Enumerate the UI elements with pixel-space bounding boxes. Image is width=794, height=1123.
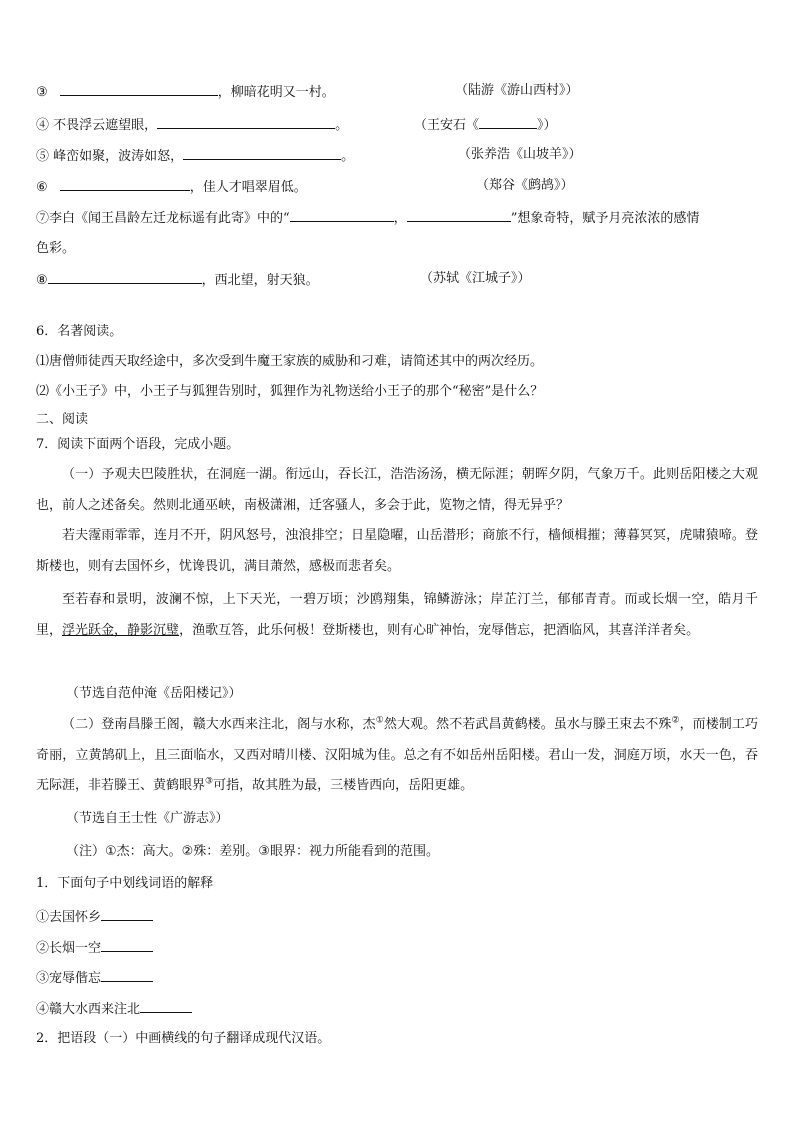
passage-1-paragraph-1: （一）予观夫巴陵胜状，在洞庭一湖。衔远山，吞长江，浩浩汤汤，横无际涯；朝晖夕阴，气象万千。此则岳阳楼之大观也，前人之述备矣。然则北通巫峡，南极潇湘，迁客骚人，多会于此，览物之情，得无异乎？ [36,467,758,513]
question-6-part-2: ⑵《小王子》中，小王子与狐狸告别时，狐狸作为礼物送给小王子的那个“秘密”是什么？ [36,384,544,399]
question-6-title: 6．名著阅读。 [36,324,123,339]
question-6-part-1: ⑴唐僧师徒西天取经途中，多次受到牛魔王家族的威胁和刁难，请简述其中的两次经历。 [36,354,544,369]
poem-text: 。 [341,149,355,164]
footnote-marker: ② [671,715,680,726]
item-number: ④ [36,118,50,133]
poem-text: ，佳人才唱翠眉低。 [189,180,307,195]
answer-blank[interactable] [479,115,537,129]
answer-blank[interactable] [48,270,202,284]
poem-text: 峰峦如聚，波涛如怒， [53,149,184,164]
poem-source: （苏轼《江城子》） [420,271,531,286]
poem-source: （陆游《游山西村》） [455,83,579,98]
answer-blank[interactable] [140,999,192,1013]
poem-line-8 [36,270,319,290]
poem-source: （张养浩《山坡羊》） [458,147,582,162]
item-number: ⑥ [36,180,48,195]
item-number: ⑧ [36,273,48,288]
passage-1-paragraph-3: 至若春和景明，波澜不惊，上下天光，一碧万顷；沙鸥翔集，锦鳞游泳；岸芷汀兰，郁郁青青。而或长烟一空，皓月千里，浮光跃金，静影沉璧，渔歌互答，此乐何极！登斯楼也，则有心旷神怡，宠辱偕忘，把酒临风，其喜洋洋者矣。 [36,592,758,638]
poem-line-6 [36,177,307,197]
answer-blank[interactable] [101,907,153,921]
poem-text: 不畏浮云遮望眼， [53,118,158,133]
poem-source: （王安石《 》） [414,115,557,135]
question-7-title: 7．阅读下面两个语段，完成小题。 [36,437,240,452]
answer-blank[interactable] [60,82,218,96]
sub-question-2-title: 2．把语段（一）中画横线的句子翻译成现代汉语。 [36,1031,331,1046]
answer-blank[interactable] [407,208,511,222]
sub-question-1-title: 1．下面句子中划线词语的解释 [36,876,214,891]
poem-text: ”想象奇特，赋予月亮浓浓的感情 [510,211,700,226]
poem-source: （郑谷《鹧鸪》） [476,178,574,193]
footnote-marker: ③ [205,776,214,787]
poem-text: ，西北望，射天狼。 [201,273,319,288]
poem-line-4 [36,115,348,135]
poem-text: 李白《闻王昌龄左迁龙标遥有此寄》中的“ [49,211,290,226]
sub-question-1-item: ②长烟一空 [36,938,153,958]
answer-blank[interactable] [60,177,190,191]
item-number: ⑤ [36,149,50,164]
item-number: ③ [36,85,48,100]
answer-blank[interactable] [183,146,341,160]
poem-line-7: ⑦李白《闻王昌龄左迁龙标遥有此寄》中的“ ， ”想象奇特，赋予月亮浓浓的感情 [36,208,699,228]
footnotes: （注）①杰：高大。②殊：差别。③眼界：视力所能看到的范围。 [66,844,439,859]
answer-blank[interactable] [101,938,153,952]
footnote-marker: ① [375,715,384,726]
poem-line-5 [36,146,354,166]
sub-question-1-item: ③宠辱偕忘 [36,968,153,988]
poem-text-continued: 色彩。 [36,241,76,256]
sub-question-1-item: ①去国怀乡 [36,907,153,927]
poem-line-3 [36,82,335,102]
section-heading: 二、阅读 [36,412,89,427]
poem-text: 。 [335,118,349,133]
item-number: ⑦ [36,211,50,226]
passage-1-source: （节选自范仲淹《岳阳楼记》） [66,686,242,701]
passage-2-paragraph: （二）登南昌滕王阁，赣大水西来注北，阁与水称，杰①然大观。然不若武昌黄鹤楼。虽水与滕王束去不殊②，而楼制工巧奇丽，立黄鹄矶上，且三面临水，又西对晴川楼、汉阳城为佳。总之有不如岳州岳阳楼。君山一发，洞庭万顷，水天一色，吞无际涯，非若滕王、黄鹤眼界③可指，故其胜为最，三楼皆西向，岳阳更雄。 [36,715,758,793]
passage-2-source: （节选自王士性《广游志》） [66,811,229,826]
passage-1-paragraph-2: 若夫霪雨霏霏，连月不开，阴风怒号，浊浪排空；日星隐曜，山岳潜形；商旅不行，樯倾楫摧；薄暮冥冥，虎啸猿啼。登斯楼也，则有去国怀乡，忧谗畏讥，满目萧然，感极而悲者矣。 [36,528,758,574]
answer-blank[interactable] [101,968,153,982]
answer-blank[interactable] [157,115,335,129]
sub-question-1-item: ④赣大水西来注北 [36,999,192,1019]
underlined-phrase: 浮光跃金 [62,622,115,638]
poem-text: ，柳暗花明又一村。 [217,85,335,100]
underlined-phrase: 静影沉璧 [127,622,180,638]
answer-blank[interactable] [290,208,394,222]
